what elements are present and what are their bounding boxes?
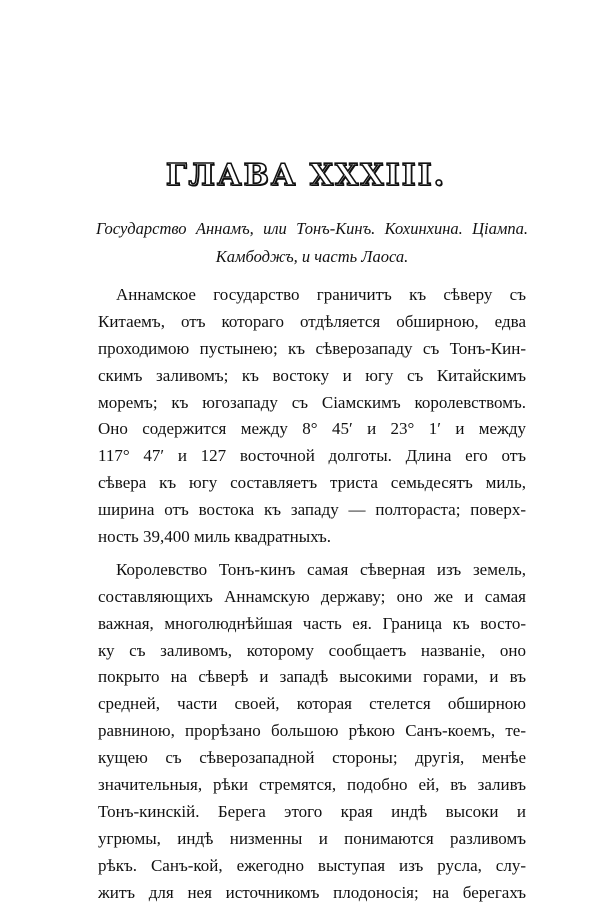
text-line: Королевство Тонъ-кинъ самая сѣверная изъ земель, (116, 559, 526, 579)
text-line: ширина отъ востока къ западу — полтораста; поверх- (98, 500, 526, 520)
body-text (98, 282, 526, 906)
chapter-subtitle (96, 215, 528, 271)
text-line: сѣвера къ югу составляетъ триста семьдесятъ миль, (98, 473, 526, 493)
text-line: кущею съ сѣверозападной стороны; другія, менѣе (98, 748, 526, 768)
text-line: Оно содержится между 8° 45′ и 23° 1′ и между (98, 419, 526, 439)
text-line: значительныя, рѣки стремятся, подобно ей, въ заливъ (98, 775, 526, 795)
text-line: ность 39,400 миль квадратныхъ. (98, 527, 332, 547)
text-line: средней, части своей, которая стелется обширною (98, 694, 526, 714)
text-line: моремъ; къ югозападу съ Сіамскимъ королевствомъ. (98, 392, 526, 412)
text-line: рѣкъ. Санъ-кой, ежегодно выступая изъ русла, слу- (98, 855, 526, 875)
text-line: угрюмы, индѣ низменны и понимаются разливомъ (98, 828, 526, 848)
subtitle-line: Камбоджъ, и часть Лаоса. (215, 247, 409, 266)
text-line: проходимою пустынею; къ сѣверозападу съ Тонъ-Кин- (98, 338, 526, 358)
paragraph-2 (98, 557, 526, 906)
subtitle-line: Государство Аннамъ, или Тонъ-Кинъ. Кохинхина. Ціампа. (96, 219, 528, 238)
text-line: Аннамское государство граничитъ къ сѣверу съ (116, 285, 526, 304)
text-line: равниною, прорѣзано большою рѣкою Санъ-коемъ, те- (98, 721, 526, 741)
chapter-title: ГЛАВА XXXIII. (165, 158, 447, 193)
text-line: 117° 47′ и 127 восточной долготы. Длина его отъ (98, 446, 526, 466)
text-line: Тонъ-кинскій. Берега этого края индѣ высоки и (98, 801, 526, 821)
text-line: ку съ заливомъ, которому сообщаетъ названіе, оно (98, 640, 526, 660)
text-line: важная, многолюднѣйшая часть ея. Граница къ восто- (98, 613, 526, 633)
text-line: составляющихъ Аннамскую державу; оно же и самая (98, 586, 526, 606)
text-line: житъ для нея источникомъ плодоносія; на берегахъ (98, 882, 526, 902)
paragraph-1 (98, 282, 526, 551)
text-line: Китаемъ, отъ котораго отдѣляется обширною, едва (98, 311, 526, 331)
text-line: скимъ заливомъ; къ востоку и югу съ Китайскимъ (98, 365, 526, 385)
text-line: покрыто на сѣверѣ и западѣ высокими горами, и въ (98, 667, 526, 687)
